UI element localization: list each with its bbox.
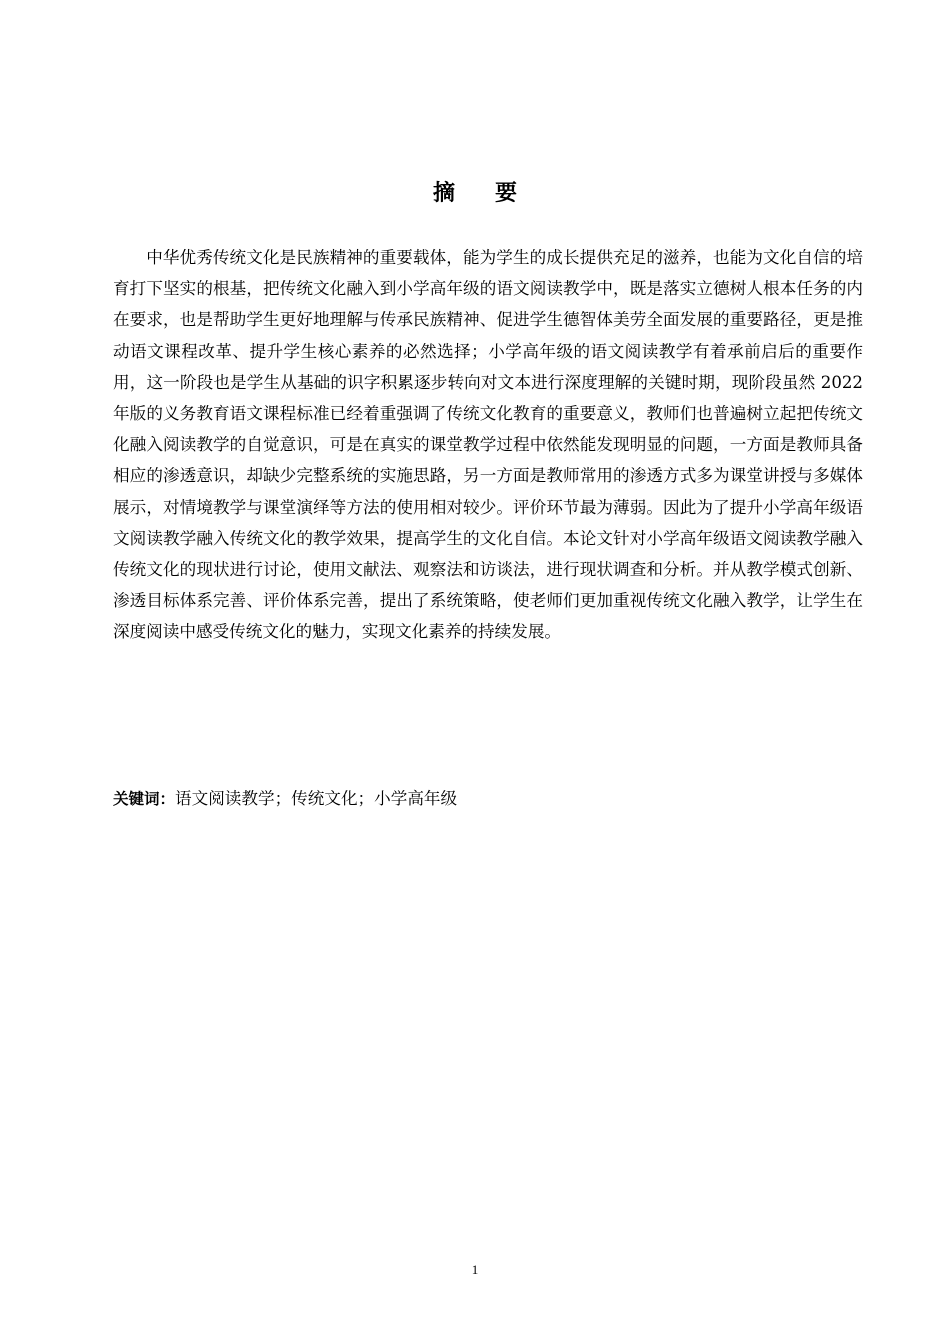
abstract-title-char-2: 要: [495, 181, 518, 206]
keywords-label: 关键词：: [113, 790, 176, 808]
abstract-title: [0, 176, 950, 212]
abstract-title-char-1: 摘: [432, 181, 455, 206]
keywords-text: 语文阅读教学；传统文化；小学高年级: [175, 789, 458, 808]
abstract-body: 中华优秀传统文化是民族精神的重要载体，能为学生的成长提供充足的滋养，也能为文化自信的培育打下坚实的根基，把传统文化融入到小学高年级的语文阅读教学中，既是落实立德树人根本任务的内在要求，也是帮助学生更好地理解与传承民族精神、促进学生德智体美劳全面发展的重要路径，更是推动语文课程改革、提升学生核心素养的必然选择；小学高年级的语文阅读教学有着承前启后的重要作用，这一阶段也是学生从基础的识字积累逐步转向对文本进行深度理解的关键时期，现阶段虽然 2022 年版的义务教育语文课程标准已经着重强调了传统文化教育的重要意义，教师们也普遍树立起把传统文化融入阅读教学的自觉意识，可是在真实的课堂教学过程中依然能发现明显的问题，一方面是教师具备相应的渗透意识，却缺少完整系统的实施思路，另一方面是教师常用的渗透方式多为课堂讲授与多媒体展示，对情境教学与课堂演绎等方法的使用相对较少。评价环节最为薄弱。因此为了提升小学高年级语文阅读教学融入传统文化的教学效果，提高学生的文化自信。本论文针对小学高年级语文阅读教学融入传统文化的现状进行讨论，使用文献法、观察法和访谈法，进行现状调查和分析。并从教学模式创新、渗透目标体系完善、评价体系完善，提出了系统策略，使老师们更加重视传统文化融入教学，让学生在深度阅读中感受传统文化的魅力，实现文化素养的持续发展。: [113, 248, 863, 642]
page-number: 1: [471, 1262, 479, 1277]
keywords-line: [113, 784, 863, 814]
